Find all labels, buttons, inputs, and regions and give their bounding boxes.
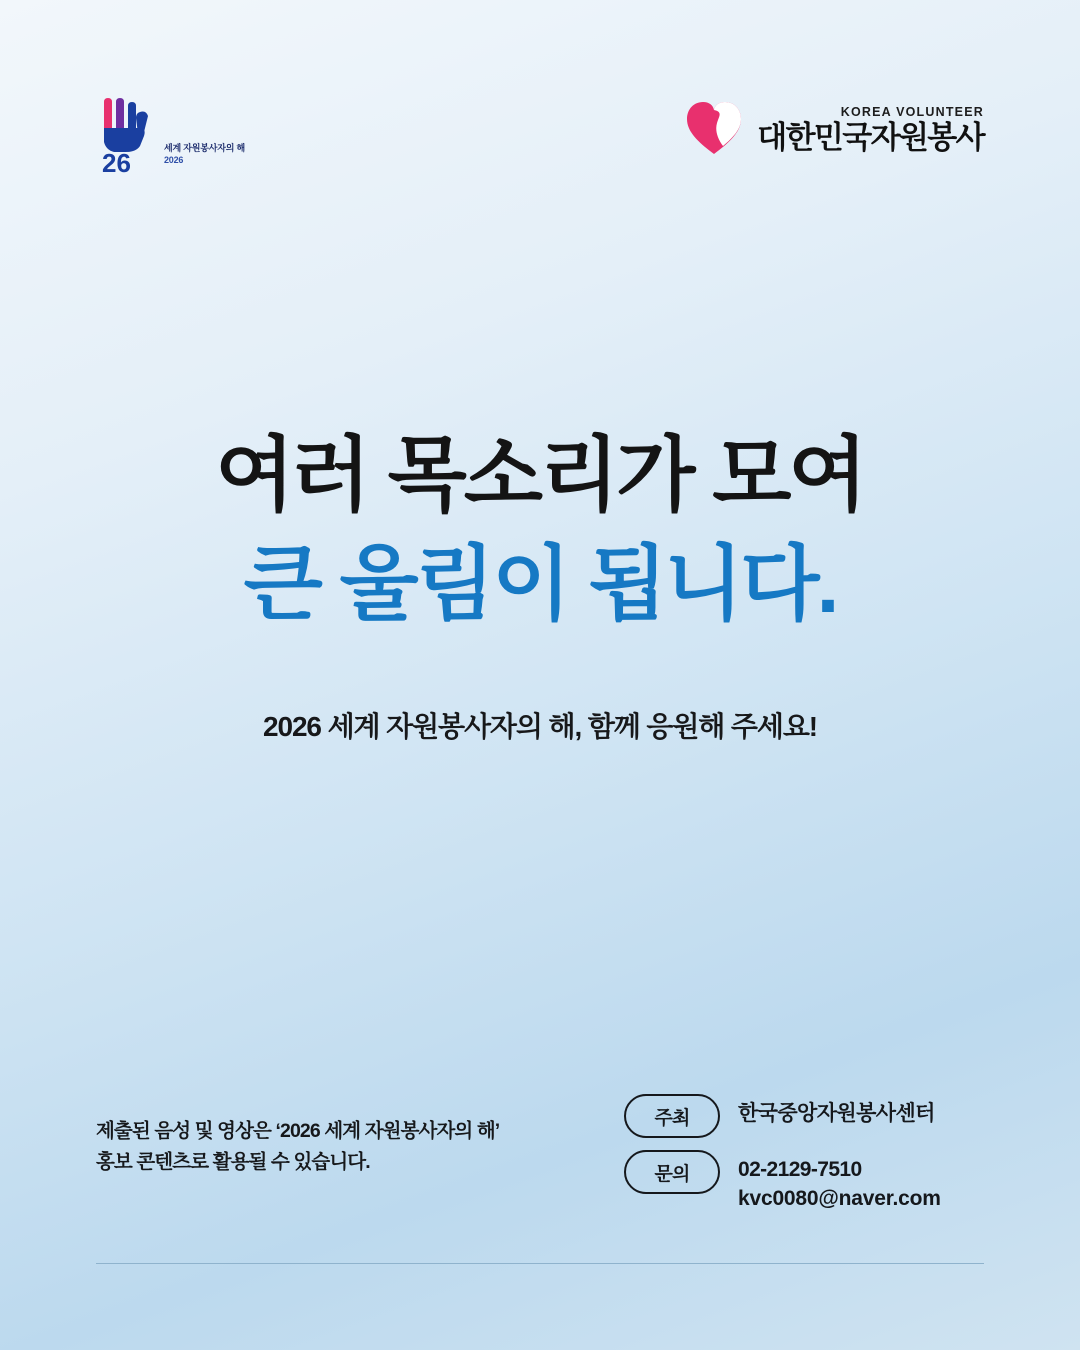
contact-email[interactable]: kvc0080@naver.com [738, 1186, 941, 1210]
contact-value-host: 한국중앙자원봉사센터 [738, 1102, 935, 1126]
contact-row-host [624, 1094, 984, 1138]
headline-period: . [816, 538, 837, 630]
headline-line-2-text: 큰 울림이 됩니다 [243, 538, 817, 630]
headline-line-1: 여러 목소리가 모여 [215, 430, 865, 521]
contact-row-inquiry [624, 1150, 984, 1213]
kv-logo-korean: 대한민국자원봉사 [757, 120, 984, 155]
subheadline: 2026 세계 자원봉사자의 해, 함께 응원해 주세요! [263, 711, 817, 742]
svg-text:26: 26 [102, 148, 131, 174]
poster-footer [96, 1094, 984, 1264]
iyv-logo-caption [164, 142, 245, 174]
iyv-2026-logo [96, 96, 245, 174]
iyv-caption-line1: 세계 자원봉사자의 해 [164, 142, 246, 153]
iyv-caption-line2: 2026 [164, 154, 184, 165]
headline-line-2 [0, 537, 1080, 634]
contact-value-inquiry [738, 1150, 941, 1213]
kv-logo-english: KOREA VOLUNTEER [840, 105, 984, 119]
disclaimer-line-2: 홍보 콘텐츠로 활용될 수 있습니다. [96, 1150, 370, 1173]
disclaimer-text [96, 1094, 499, 1176]
contact-phone: 02-2129-7510 [738, 1158, 862, 1182]
hand-peace-2026-icon [96, 96, 156, 174]
heart-icon [683, 98, 745, 160]
contact-label-inquiry: 문의 [624, 1150, 720, 1194]
korea-volunteer-logo [683, 98, 984, 160]
contact-label-host: 주최 [624, 1094, 720, 1138]
poster-header [0, 0, 1080, 210]
footer-row [96, 1094, 984, 1264]
disclaimer-line-1: 제출된 음성 및 영상은 ‘2026 세계 자원봉사자의 해’ [96, 1120, 500, 1143]
korea-volunteer-wordmark [757, 105, 984, 153]
headline-block [0, 432, 1080, 633]
contact-block [624, 1094, 984, 1225]
